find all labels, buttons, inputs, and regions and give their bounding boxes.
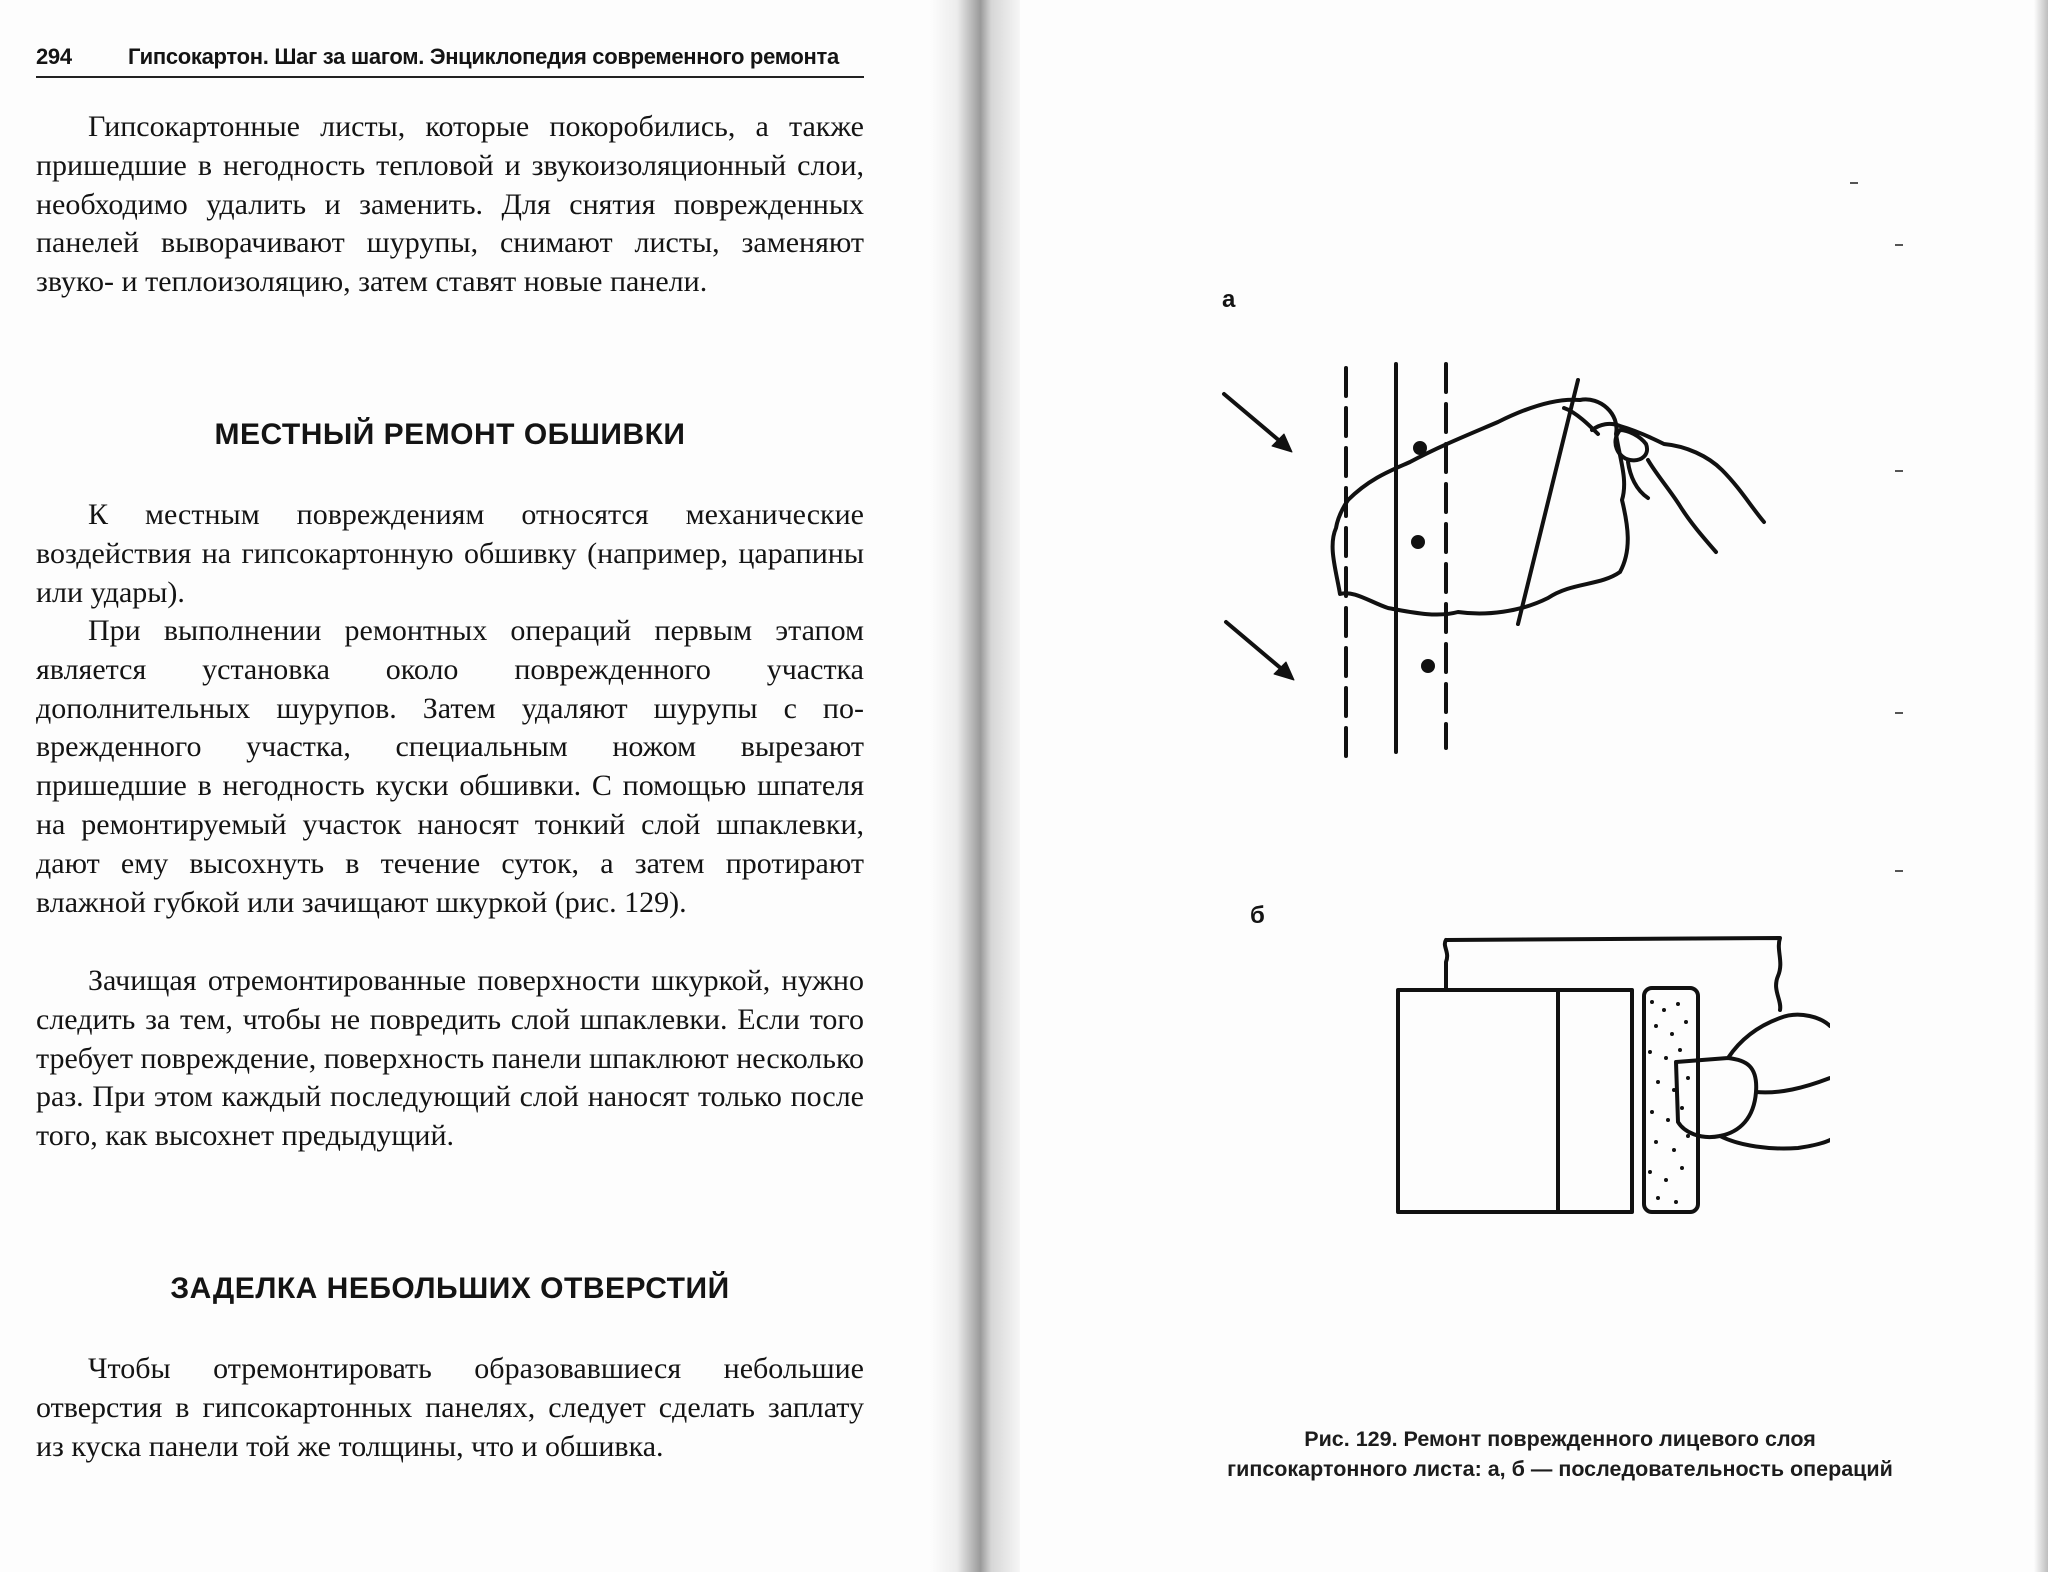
figure-label-b: б xyxy=(1250,902,1265,929)
paragraph-sanding: Зачищая отремонтированные поверхности шкуркой, нужно следить за тем, чтобы не повредить слой шпаклевки. Если того требует повреждение, поверхность панели шпаклюют несколько раз. При этом каждый последующий слой наносят только после того, как высохнет предыдущий. xyxy=(36,964,864,1153)
arrow-upper xyxy=(1224,394,1292,452)
scan-speck xyxy=(1895,470,1903,472)
arrow-lower xyxy=(1226,622,1294,680)
figure-a-drawing xyxy=(1224,364,1764,762)
figure-129-illustration xyxy=(1180,350,1830,1230)
caption-line-1: Рис. 129. Ремонт поврежденного лицевого слоя xyxy=(1304,1427,1816,1451)
screw-dot xyxy=(1413,537,1423,547)
figure-label-a: а xyxy=(1222,286,1236,313)
wall-panel-section xyxy=(1398,990,1632,1212)
scan-speck xyxy=(1895,712,1903,714)
page-edge-shadow xyxy=(2034,0,2048,1572)
damaged-area-outline xyxy=(1333,399,1628,614)
figure-caption xyxy=(1120,1424,2000,1484)
screw-dot xyxy=(1423,661,1433,671)
paragraph-local-damage: К местным повреждениям относятся механические воздействия на гипсокартонную обшивку (например, царапины или удары). xyxy=(36,498,864,609)
section-heading-local-repair: МЕСТНЫЙ РЕМОНТ ОБШИВКИ xyxy=(214,418,686,451)
sanding-block xyxy=(1644,988,1698,1212)
book-gutter-shadow xyxy=(930,0,1020,1572)
caption-line-2: гипсокартонного листа: а, б — последовательность операций xyxy=(1227,1457,1893,1481)
paragraph-repair-steps: При выполнении ремонтных операций первым этапом является установка около поврежденного участка дополнительных шурупов. Затем удаляют шурупы с поврежденного участка, специальным ножом вырезают пришедшие в негодность куски обшивки. С помощью шпателя на ремонтируемый участок наносят тонкий слой шпаклевки, дают ему высохнуть в течение суток, а затем протирают влажной губкой или зачищают шкуркой (рис. 129). xyxy=(36,614,864,919)
figure-b-drawing xyxy=(1398,938,1830,1212)
scan-speck xyxy=(1850,182,1858,184)
page-number: 294 xyxy=(36,44,72,69)
intro-paragraph: Гипсокартонные листы, которые покоробились, а также пришедшие в негодность тепловой и звукоизоляционный слои, необходимо удалить и заменить. Для снятия поврежденных панелей выворачивают шурупы, снимают листы, заменяют звуко- и теплоизоляцию, затем ставят новые панели. xyxy=(36,110,864,299)
paragraph-small-holes: Чтобы отремонтировать образовавшиеся небольшие отверстия в гипсокартонных панелях, следует сделать заплату из куска панели той же толщины, что и обшивка. xyxy=(36,1352,864,1463)
running-title: Гипсокартон. Шаг за шагом. Энциклопедия современного ремонта xyxy=(128,44,839,69)
wall-panel-top-edge xyxy=(1445,938,1780,1010)
section-heading-small-holes: ЗАДЕЛКА НЕБОЛЬШИХ ОТВЕРСТИЙ xyxy=(170,1272,730,1305)
scan-speck xyxy=(1895,870,1903,872)
screw-dot xyxy=(1415,443,1425,453)
running-header xyxy=(36,40,864,78)
hand-with-knife xyxy=(1564,408,1764,552)
scan-speck xyxy=(1895,244,1903,246)
sanding-texture xyxy=(1648,1000,1690,1204)
